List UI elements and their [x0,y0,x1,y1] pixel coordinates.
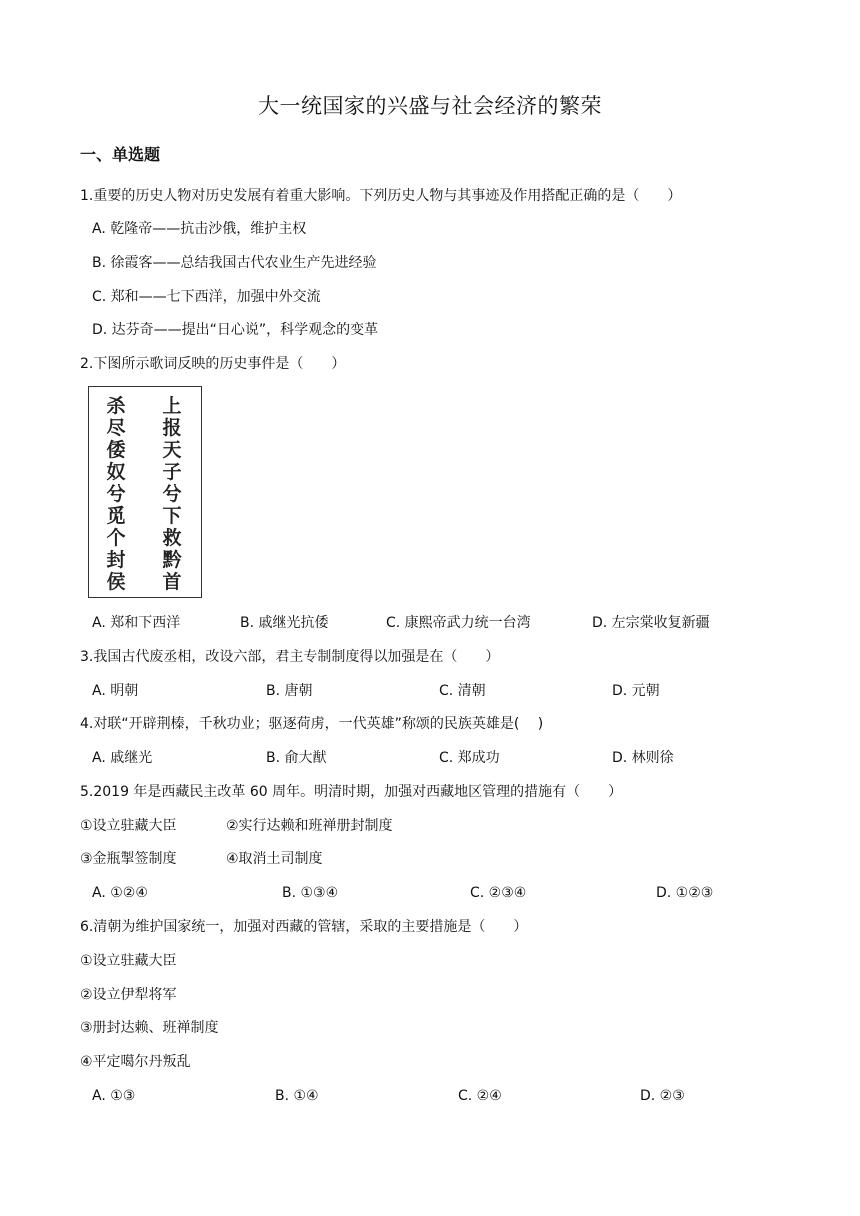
question-6-item-4: ④平定噶尔丹叛乱 [80,1054,191,1070]
question-5-option-a: A. ①②④ [92,885,148,901]
question-6-option-b: B. ①④ [275,1088,319,1104]
question-3-option-a: A. 明朝 [92,683,139,699]
question-4-option-c: C. 郑成功 [439,750,500,766]
question-5-item-4: ④取消土司制度 [226,851,323,867]
question-5-options [0,883,860,903]
question-4-option-d: D. 林则徐 [612,750,674,766]
question-3-option-d: D. 元朝 [612,683,660,699]
question-2-stem: 2.下图所示歌词反映的历史事件是（ ） [80,356,346,372]
question-1-option-d: D. 达芬奇——提出“日心说”，科学观念的变革 [92,322,379,338]
question-6-stem: 6.清朝为维护国家统一，加强对西藏的管辖，采取的主要措施是（ ） [80,919,528,935]
lyrics-right-column: 上报天子兮下救黔首 [162,395,182,593]
question-2-option-d: D. 左宗棠收复新疆 [592,615,710,631]
question-6-options [0,1086,860,1106]
question-2-option-b: B. 戚继光抗倭 [240,615,329,631]
question-5-item-2: ②实行达赖和班禅册封制度 [226,818,393,834]
question-3-options [0,681,860,701]
question-6-item-1: ①设立驻藏大臣 [80,953,177,969]
question-4-options [0,748,860,768]
lyrics-figure [88,386,202,598]
question-3-option-b: B. 唐朝 [266,683,313,699]
question-5-items-row-1 [0,816,860,836]
question-6-item-2: ②设立伊犁将军 [80,987,177,1003]
question-5-items-row-2 [0,849,860,869]
question-5-option-b: B. ①③④ [282,885,339,901]
question-1-option-b: B. 徐霞客——总结我国古代农业生产先进经验 [92,255,377,271]
question-5-item-1: ①设立驻藏大臣 [80,818,177,834]
question-6-option-d: D. ②③ [640,1088,685,1104]
question-6-option-c: C. ②④ [458,1088,502,1104]
section-heading: 一、单选题 [80,145,161,164]
question-4-stem: 4.对联“开辟荆榛，千秋功业；驱逐荷虏，一代英雄”称颂的民族英雄是( ) [80,716,544,732]
question-6-option-a: A. ①③ [92,1088,136,1104]
question-5-stem: 5.2019 年是西藏民主改革 60 周年。明清时期，加强对西藏地区管理的措施有（ ） [80,784,623,800]
question-3-stem: 3.我国古代废丞相，改设六部，君主专制制度得以加强是在（ ） [80,649,500,665]
document-title: 大一统国家的兴盛与社会经济的繁荣 [258,94,602,118]
question-1-stem: 1.重要的历史人物对历史发展有着重大影响。下列历史人物与其事迹及作用搭配正确的是（ ） [80,188,682,204]
question-3-option-c: C. 清朝 [439,683,486,699]
question-6-item-3: ③册封达赖、班禅制度 [80,1020,219,1036]
question-5-option-c: C. ②③④ [470,885,527,901]
question-1-option-a: A. 乾隆帝——抗击沙俄，维护主权 [92,221,307,237]
question-4-option-b: B. 俞大猷 [266,750,327,766]
question-2-options [0,613,860,633]
question-4-option-a: A. 戚继光 [92,750,153,766]
question-2-option-a: A. 郑和下西洋 [92,615,181,631]
question-1-option-c: C. 郑和——七下西洋，加强中外交流 [92,289,321,305]
lyrics-left-column: 杀尽倭奴兮觅个封侯 [106,395,126,593]
question-5-option-d: D. ①②③ [656,885,714,901]
question-5-item-3: ③金瓶掣签制度 [80,851,177,867]
question-2-option-c: C. 康熙帝武力统一台湾 [386,615,531,631]
